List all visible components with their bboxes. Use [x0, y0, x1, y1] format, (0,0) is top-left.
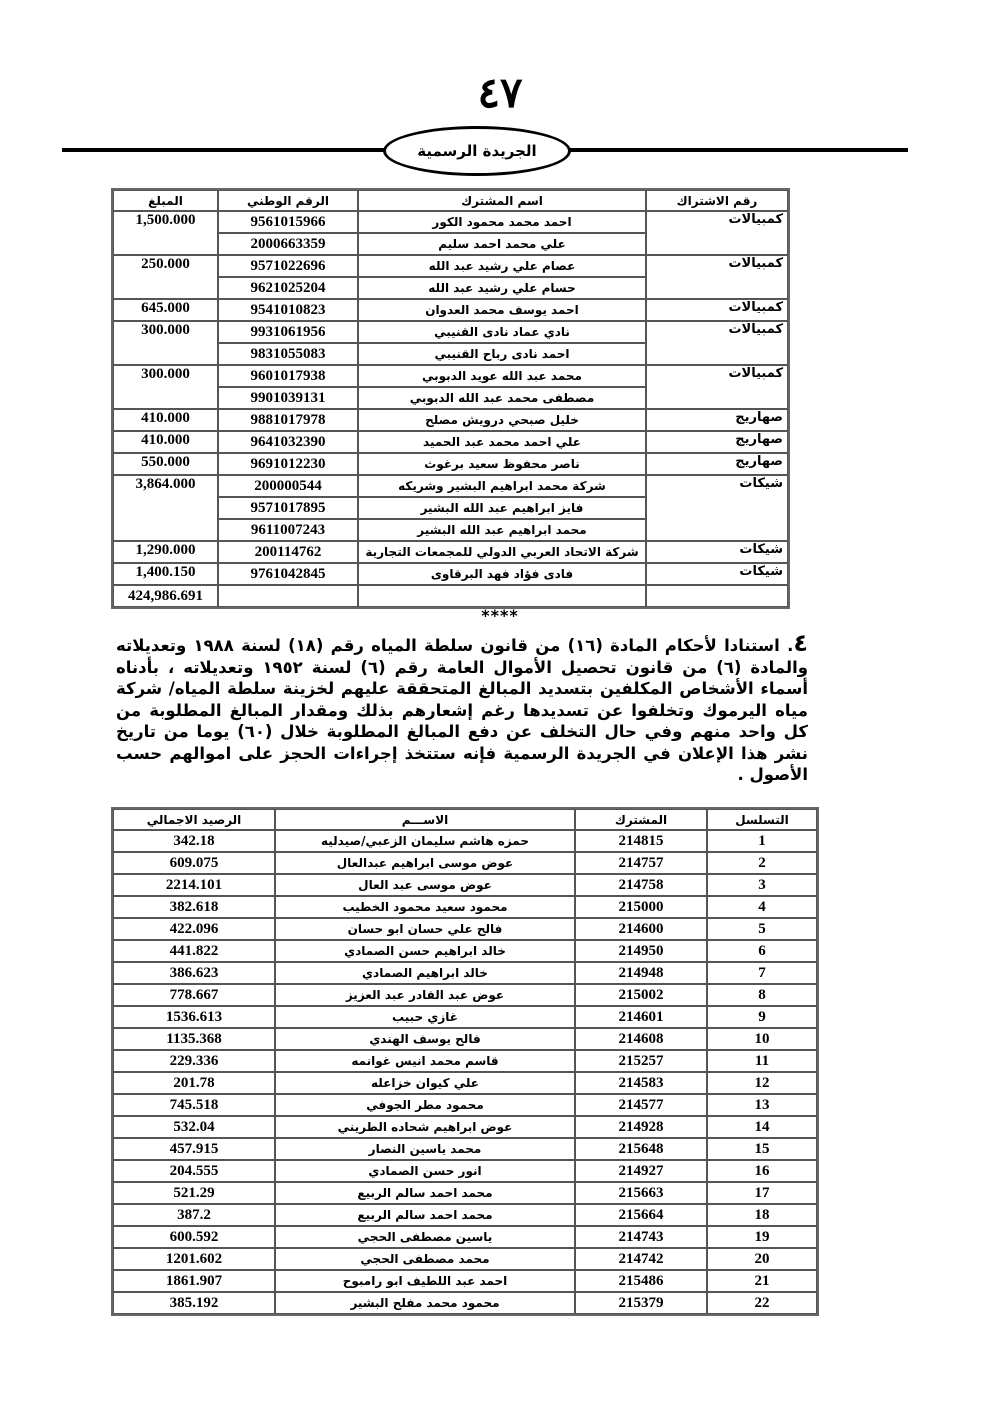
balance-cell: 386.623 — [113, 962, 275, 984]
sequence-cell: 20 — [707, 1248, 817, 1270]
subscriber-name-cell: فايز ابراهيم عبد الله البشير — [358, 497, 646, 519]
balance-cell: 382.618 — [113, 896, 275, 918]
subscriber-number-cell: 214600 — [575, 918, 707, 940]
table-row — [113, 1160, 817, 1182]
subscription-type-cell: صهاريج — [646, 409, 788, 431]
name-cell: محمد احمد سالم الربيع — [275, 1182, 575, 1204]
balance-cell: 609.075 — [113, 852, 275, 874]
subscriber-number-cell: 215379 — [575, 1292, 707, 1314]
amount-cell: 250.000 — [113, 255, 218, 299]
national-id-cell: 9621025204 — [218, 277, 358, 299]
table-row — [113, 1138, 817, 1160]
subscriber-name-cell: شركة الاتحاد العربي الدولي للمجمعات التجارية — [358, 541, 646, 563]
balance-cell: 229.336 — [113, 1050, 275, 1072]
table-row — [113, 1270, 817, 1292]
sequence-cell: 22 — [707, 1292, 817, 1314]
subscription-type-cell: شيكات — [646, 541, 788, 563]
amount-cell: 1,400.150 — [113, 563, 218, 585]
name-cell: انور حسن الصمادي — [275, 1160, 575, 1182]
subscriber-name-cell: احمد نادى رباح القنيبي — [358, 343, 646, 365]
sequence-cell: 6 — [707, 940, 817, 962]
subscription-type-cell: كمبيالات — [646, 299, 788, 321]
balance-cell: 387.2 — [113, 1204, 275, 1226]
subscriber-number-cell: 215486 — [575, 1270, 707, 1292]
table-row — [113, 984, 817, 1006]
table-row — [113, 365, 788, 387]
balance-cell: 342.18 — [113, 830, 275, 852]
subscriber-name-cell: نادي عماد نادى القنيبي — [358, 321, 646, 343]
subscription-type-cell: كمبيالات — [646, 255, 788, 299]
name-cell: فالح علي حسان ابو حسان — [275, 918, 575, 940]
name-cell: حمزه هاشم سليمان الزعبي/صيدليه — [275, 830, 575, 852]
table-row — [113, 852, 817, 874]
subscriber-name-cell: خليل صبحي درويش مصلح — [358, 409, 646, 431]
subscription-type-cell: كمبيالات — [646, 211, 788, 255]
national-id-cell: 9571022696 — [218, 255, 358, 277]
col-header-name: الاســـم — [275, 809, 575, 830]
national-id-cell: 9761042845 — [218, 563, 358, 585]
national-id-cell: 9901039131 — [218, 387, 358, 409]
table-row — [113, 1028, 817, 1050]
name-cell: غازي حبيب — [275, 1006, 575, 1028]
amount-cell: 550.000 — [113, 453, 218, 475]
col-header-amount: المبلغ — [113, 190, 218, 211]
table-row — [113, 431, 788, 453]
amount-cell: 1,500.000 — [113, 211, 218, 255]
balance-cell: 745.518 — [113, 1094, 275, 1116]
subscriber-number-cell: 215257 — [575, 1050, 707, 1072]
notice-text: . استنادا لأحكام المادة (١٦) من قانون سلطة المياه رقم (١٨) لسنة ١٩٨٨ وتعديلاته والمادة (٦) من قانون تحصيل الأموال العامة رقم (٦) لسنة ١٩٥٢ وتعديلاته ، بأدناه أسماء الأشخاص المكلفين بتسديد المبالغ المتحققة عليهم لخزينة سلطة المياه/ شركة مياه اليرموك وتخلفوا عن تسديدها رغم إشعارهم بذلك ومقدار المبالغ المطلوبة من كل واحد منهم وفي حال التخلف عن دفع المبالغ المطلوبة خلال (٦٠) يوما من تاريخ نشر هذا الإعلان في الجريدة الرسمية فإنه ستتخذ إجراءات الحجز على اموالهم حسب الأصول . — [116, 636, 809, 784]
empty-cell — [218, 585, 358, 607]
table-row — [113, 541, 788, 563]
balance-cell: 441.822 — [113, 940, 275, 962]
notice-number: ٤ — [793, 629, 808, 657]
subscriber-number-cell: 214927 — [575, 1160, 707, 1182]
col-header-national-id: الرقم الوطني — [218, 190, 358, 211]
subscription-type-cell: كمبيالات — [646, 321, 788, 365]
table-row — [113, 830, 817, 852]
sequence-cell: 18 — [707, 1204, 817, 1226]
table-row — [113, 211, 788, 233]
sequence-cell: 12 — [707, 1072, 817, 1094]
balance-cell: 1201.602 — [113, 1248, 275, 1270]
subscriber-number-cell: 214601 — [575, 1006, 707, 1028]
name-cell: محمد احمد سالم الربيع — [275, 1204, 575, 1226]
subscriber-number-cell: 214583 — [575, 1072, 707, 1094]
name-cell: محمود مطر الجوفي — [275, 1094, 575, 1116]
balance-cell: 1536.613 — [113, 1006, 275, 1028]
name-cell: عوض موسى عبد العال — [275, 874, 575, 896]
balance-cell: 457.915 — [113, 1138, 275, 1160]
sequence-cell: 17 — [707, 1182, 817, 1204]
amount-cell: 645.000 — [113, 299, 218, 321]
national-id-cell: 9601017938 — [218, 365, 358, 387]
subscriber-name-cell: عصام علي رشيد عبد الله — [358, 255, 646, 277]
name-cell: محمود سعيد محمود الخطيب — [275, 896, 575, 918]
sequence-cell: 14 — [707, 1116, 817, 1138]
empty-cell — [646, 585, 788, 607]
subscription-type-cell: صهاريج — [646, 453, 788, 475]
sequence-cell: 16 — [707, 1160, 817, 1182]
name-cell: عوض ابراهيم شحاده الطريني — [275, 1116, 575, 1138]
sequence-cell: 1 — [707, 830, 817, 852]
table-row — [113, 475, 788, 497]
sequence-cell: 11 — [707, 1050, 817, 1072]
gazette-title: الجريدة الرسمية — [417, 142, 537, 160]
subscriber-name-cell: احمد يوسف محمد العدوان — [358, 299, 646, 321]
subscriber-name-cell: محمد ابراهيم عبد الله البشير — [358, 519, 646, 541]
subscriber-number-cell: 215663 — [575, 1182, 707, 1204]
table-row — [113, 1072, 817, 1094]
subscriber-number-cell: 215648 — [575, 1138, 707, 1160]
amount-cell: 410.000 — [113, 431, 218, 453]
balances-table — [111, 807, 819, 1316]
table-row — [113, 453, 788, 475]
subscriber-number-cell: 214928 — [575, 1116, 707, 1138]
table-row — [113, 896, 817, 918]
subscriber-name-cell: فادى فؤاد فهد البرقاوى — [358, 563, 646, 585]
name-cell: محمد ياسين النصار — [275, 1138, 575, 1160]
name-cell: فالح يوسف الهندي — [275, 1028, 575, 1050]
name-cell: خالد ابراهيم الصمادي — [275, 962, 575, 984]
subscription-type-cell: شيكات — [646, 475, 788, 541]
subscriber-name-cell: مصطفى محمد عبد الله الدبوبي — [358, 387, 646, 409]
col-header-balance: الرصيد الاجمالي — [113, 809, 275, 830]
table-row — [113, 1050, 817, 1072]
subscriber-number-cell: 214758 — [575, 874, 707, 896]
table-row — [113, 874, 817, 896]
sequence-cell: 2 — [707, 852, 817, 874]
subscriber-number-cell: 214815 — [575, 830, 707, 852]
subscriber-name-cell: علي احمد محمد عبد الحميد — [358, 431, 646, 453]
national-id-cell: 2000663359 — [218, 233, 358, 255]
amount-cell: 1,290.000 — [113, 541, 218, 563]
table-row — [113, 255, 788, 277]
balance-cell: 1861.907 — [113, 1270, 275, 1292]
subscriber-number-cell: 214950 — [575, 940, 707, 962]
sequence-cell: 13 — [707, 1094, 817, 1116]
amount-cell: 3,864.000 — [113, 475, 218, 541]
name-cell: علي كيوان خزاعله — [275, 1072, 575, 1094]
balance-cell: 201.78 — [113, 1072, 275, 1094]
balance-cell: 385.192 — [113, 1292, 275, 1314]
subscriber-number-cell: 215002 — [575, 984, 707, 1006]
table-row — [113, 1116, 817, 1138]
amount-cell: 300.000 — [113, 365, 218, 409]
subscriber-number-cell: 214608 — [575, 1028, 707, 1050]
sequence-cell: 15 — [707, 1138, 817, 1160]
national-id-cell: 9641032390 — [218, 431, 358, 453]
name-cell: عوض موسى ابراهيم عبدالعال — [275, 852, 575, 874]
sequence-cell: 9 — [707, 1006, 817, 1028]
notice-paragraph — [116, 629, 809, 786]
subscriber-name-cell: حسام علي رشيد عبد الله — [358, 277, 646, 299]
subscription-type-cell: شيكات — [646, 563, 788, 585]
empty-cell — [358, 585, 646, 607]
subscriber-name-cell: شركة محمد ابراهيم البشير وشريكه — [358, 475, 646, 497]
balance-cell: 532.04 — [113, 1116, 275, 1138]
subscriber-number-cell: 214577 — [575, 1094, 707, 1116]
table-row — [113, 940, 817, 962]
section-separator: **** — [481, 606, 519, 625]
subscriber-number-cell: 214757 — [575, 852, 707, 874]
table-row — [113, 299, 788, 321]
subscription-type-cell: صهاريج — [646, 431, 788, 453]
table-row — [113, 409, 788, 431]
subscriber-number-cell: 215664 — [575, 1204, 707, 1226]
balance-cell: 2214.101 — [113, 874, 275, 896]
name-cell: محمود محمد مفلح البشير — [275, 1292, 575, 1314]
balance-cell: 600.592 — [113, 1226, 275, 1248]
subscriber-number-cell: 215000 — [575, 896, 707, 918]
sequence-cell: 5 — [707, 918, 817, 940]
table-header-row — [113, 190, 788, 211]
balance-cell: 204.555 — [113, 1160, 275, 1182]
total-amount-cell: 424,986.691 — [113, 585, 218, 607]
table-header-row — [113, 809, 817, 830]
col-header-subscription: رقم الاشتراك — [646, 190, 788, 211]
sequence-cell: 7 — [707, 962, 817, 984]
sequence-cell: 21 — [707, 1270, 817, 1292]
balance-cell: 778.667 — [113, 984, 275, 1006]
national-id-cell: 9561015966 — [218, 211, 358, 233]
col-header-subscriber: المشترك — [575, 809, 707, 830]
subscription-type-cell: كمبيالات — [646, 365, 788, 409]
table-row — [113, 321, 788, 343]
sequence-cell: 4 — [707, 896, 817, 918]
balance-cell: 521.29 — [113, 1182, 275, 1204]
subscriber-number-cell: 214743 — [575, 1226, 707, 1248]
balance-cell: 422.096 — [113, 918, 275, 940]
table-row — [113, 962, 817, 984]
national-id-cell: 9691012230 — [218, 453, 358, 475]
name-cell: احمد عبد اللطيف ابو رامبوح — [275, 1270, 575, 1292]
amount-cell: 410.000 — [113, 409, 218, 431]
subscriber-name-cell: احمد محمد محمود الكور — [358, 211, 646, 233]
name-cell: ياسين مصطفى الحجي — [275, 1226, 575, 1248]
table-row — [113, 1094, 817, 1116]
subscriber-number-cell: 214742 — [575, 1248, 707, 1270]
table-row — [113, 1248, 817, 1270]
sequence-cell: 19 — [707, 1226, 817, 1248]
national-id-cell: 9931061956 — [218, 321, 358, 343]
col-header-sequence: التسلسل — [707, 809, 817, 830]
national-id-cell: 9541010823 — [218, 299, 358, 321]
amounts-table — [111, 188, 790, 609]
name-cell: محمد مصطفى الحجي — [275, 1248, 575, 1270]
balance-cell: 1135.368 — [113, 1028, 275, 1050]
subscriber-number-cell: 214948 — [575, 962, 707, 984]
table-row — [113, 1292, 817, 1314]
amount-cell: 300.000 — [113, 321, 218, 365]
total-row — [113, 585, 788, 607]
table-row — [113, 1226, 817, 1248]
national-id-cell: 200114762 — [218, 541, 358, 563]
sequence-cell: 8 — [707, 984, 817, 1006]
table-row — [113, 1204, 817, 1226]
table-row — [113, 1182, 817, 1204]
subscriber-name-cell: ناصر محفوظ سعيد برغوث — [358, 453, 646, 475]
sequence-cell: 10 — [707, 1028, 817, 1050]
table-row — [113, 918, 817, 940]
subscriber-name-cell: محمد عبد الله عويد الدبوبي — [358, 365, 646, 387]
national-id-cell: 9831055083 — [218, 343, 358, 365]
header-title-oval — [383, 126, 571, 176]
national-id-cell: 9881017978 — [218, 409, 358, 431]
national-id-cell: 9571017895 — [218, 497, 358, 519]
name-cell: خالد ابراهيم حسن الصمادي — [275, 940, 575, 962]
table-row — [113, 563, 788, 585]
table-row — [113, 1006, 817, 1028]
sequence-cell: 3 — [707, 874, 817, 896]
subscriber-name-cell: علي محمد احمد سليم — [358, 233, 646, 255]
name-cell: قاسم محمد انيس غوانمه — [275, 1050, 575, 1072]
name-cell: عوض عبد القادر عبد العزيز — [275, 984, 575, 1006]
national-id-cell: 200000544 — [218, 475, 358, 497]
col-header-name: اسم المشترك — [358, 190, 646, 211]
page-number: ٤٧ — [477, 68, 523, 117]
national-id-cell: 9611007243 — [218, 519, 358, 541]
